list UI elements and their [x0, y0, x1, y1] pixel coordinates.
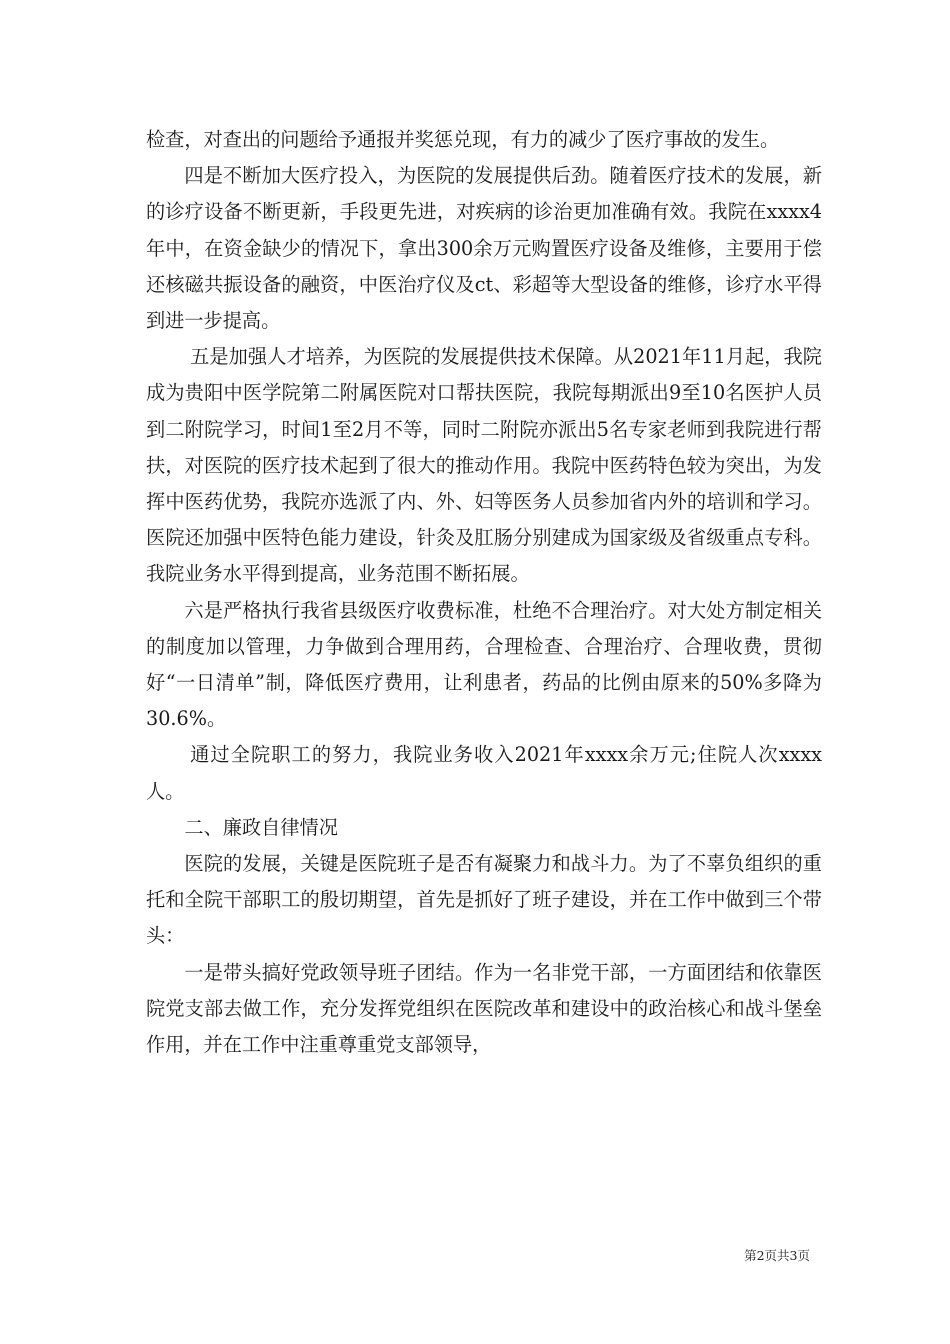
paragraph-4: 六是严格执行我省县级医疗收费标准，杜绝不合理治疗。对大处方制定相关的制度加以管理，力争做到合理用药，合理检查、合理治疗、合理收费，贯彻好“一日清单”制，降低医疗费用，让利患者，药品的比例由原来的50%多降为30.6%。	[146, 598, 822, 731]
document-body	[146, 122, 822, 1063]
page-number: 第2页共3页	[744, 1248, 810, 1263]
paragraph-1: 检查，对查出的问题给予通报并奖惩兑现，有力的减少了医疗事故的发生。	[146, 128, 780, 151]
paragraph-7: 一是带头搞好党政领导班子团结。作为一名非党干部，一方面团结和依靠医院党支部去做工作，充分发挥党组织在医院改革和建设中的政治核心和战斗堡垒作用，并在工作中注重尊重党支部领导，	[146, 960, 822, 1057]
section-heading: 二、廉政自律情况	[184, 815, 338, 839]
paragraph-6: 医院的发展，关键是医院班子是否有凝聚力和战斗力。为了不辜负组织的重托和全院干部职工的殷切期望，首先是抓好了班子建设，并在工作中做到三个带头：	[146, 852, 822, 948]
paragraph-3: 五是加强人才培养，为医院的发展提供技术保障。从2021年11月起，我院成为贵阳中医学院第二附属医院对口帮扶医院，我院每期派出9至10名医护人员到二附院学习，时间1至2月不等，同时二附院亦派出5名专家老师到我院进行帮扶，对医院的医疗技术起到了很大的推动作用。我院中医药特色较为突出，为发挥中医药优势，我院亦选派了内、外、妇等医务人员参加省内外的培训和学习。医院还加强中医特色能力建设，针灸及肛肠分别建成为国家级及省级重点专科。我院业务水平得到提高，业务范围不断拓展。	[146, 345, 822, 586]
paragraph-2: 四是不断加大医疗投入，为医院的发展提供后劲。随着医疗技术的发展，新的诊疗设备不断更新，手段更先进，对疾病的诊治更加准确有效。我院在xxxx4年中，在资金缺少的情况下，拿出300余万元购置医疗设备及维修，主要用于偿还核磁共振设备的融资，中医治疗仪及ct、彩超等大型设备的维修，诊疗水平得到进一步提高。	[146, 164, 822, 333]
paragraph-5: 通过全院职工的努力，我院业务收入2021年xxxx余万元;住院人次xxxx人。	[146, 743, 822, 803]
